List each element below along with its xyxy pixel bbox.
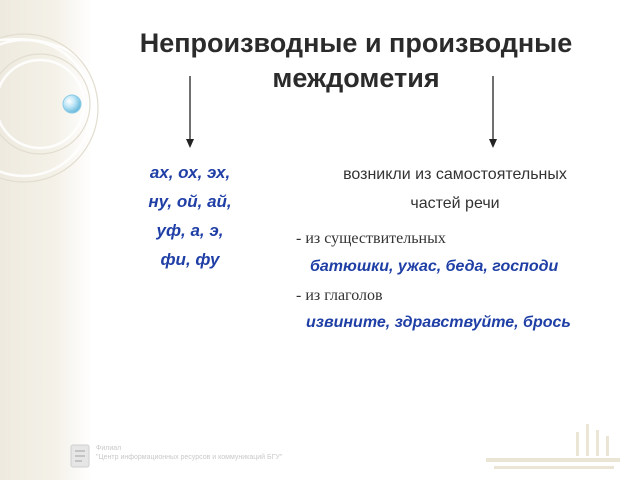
footer-logo-icon bbox=[480, 412, 630, 474]
examples-verbs: извините, здравствуйте, брось bbox=[306, 314, 571, 331]
footer-line-1: Филиал bbox=[96, 445, 122, 452]
non-derived-item: фи, фу bbox=[160, 250, 220, 269]
non-derived-item: уф, а, э, bbox=[156, 221, 224, 240]
title-line-1: Непроизводные и производные bbox=[139, 28, 573, 58]
derived-origin bbox=[300, 160, 610, 218]
footer-line-2: "Центр информационных ресурсов и коммуникаций БГУ" bbox=[96, 454, 283, 461]
group-label-nouns: - из существительных bbox=[296, 230, 446, 247]
arrow-down-icon bbox=[186, 76, 194, 148]
examples-nouns: батюшки, ужас, беда, господи bbox=[310, 258, 559, 275]
non-derived-item: ах, ох, эх, bbox=[149, 163, 231, 182]
footer-text bbox=[96, 444, 282, 462]
origin-line-2: частей речи bbox=[410, 195, 500, 212]
origin-line-1: возникли из самостоятельных bbox=[343, 166, 567, 183]
arrow-down-icon bbox=[489, 76, 497, 148]
non-derived-list bbox=[110, 158, 270, 274]
title-line-2: междометия bbox=[272, 63, 440, 93]
footer bbox=[70, 444, 282, 468]
group-label-verbs: - из глаголов bbox=[296, 287, 383, 304]
institution-icon bbox=[70, 444, 90, 468]
non-derived-item: ну, ой, ай, bbox=[148, 192, 232, 211]
